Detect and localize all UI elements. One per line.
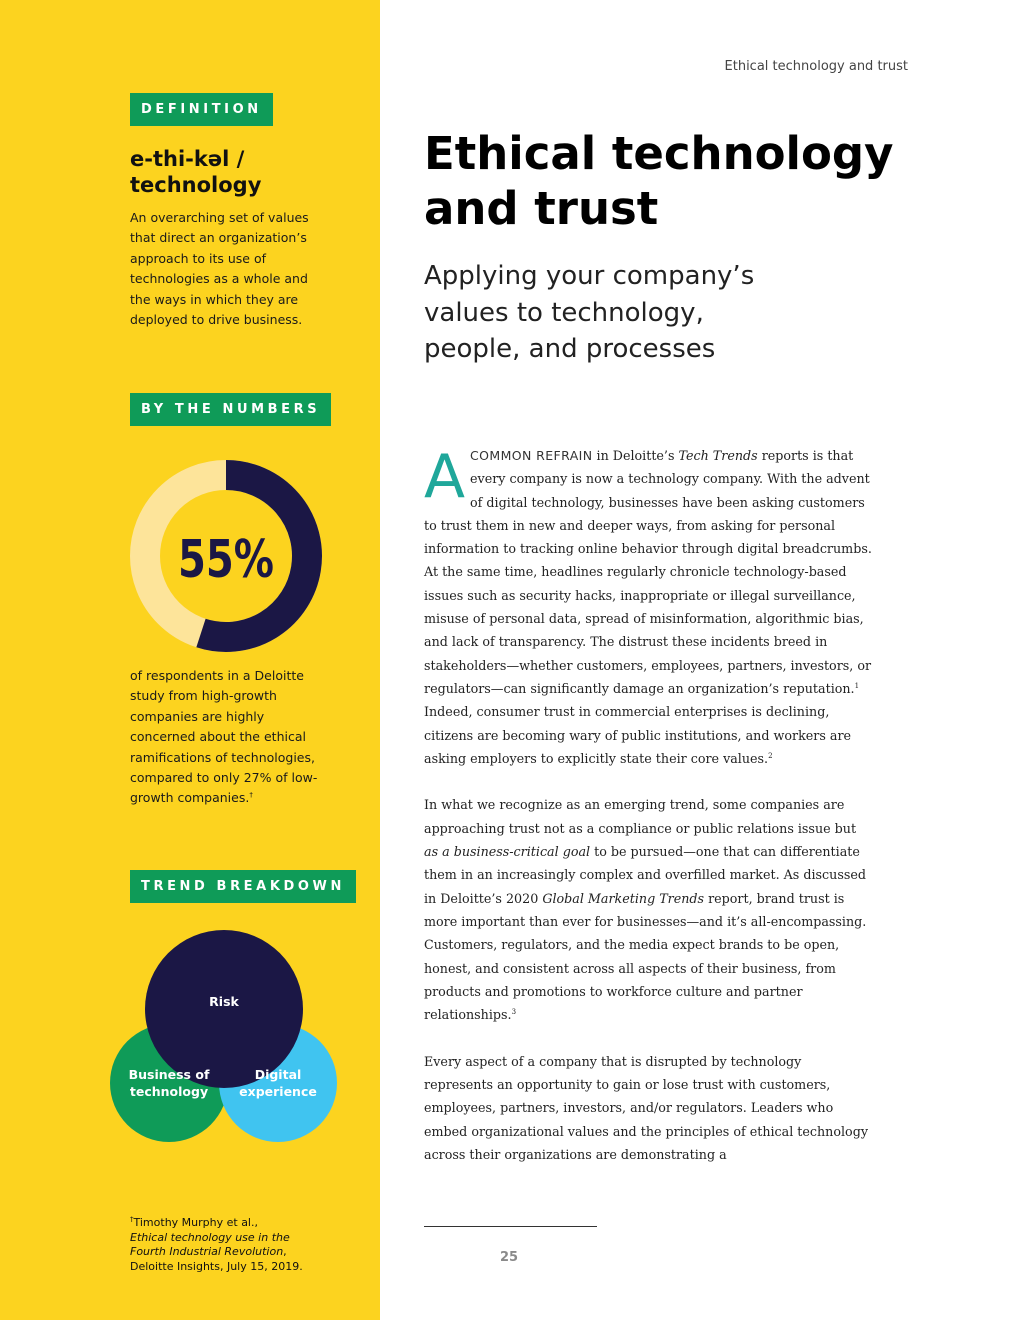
definition-term-line1: e-thi-kəl / xyxy=(130,147,245,171)
p1-text-3: Indeed, consumer trust in commercial enterprises is declining, citizens are becoming wary of public institutions, and workers are asking employers to explicitly state their core values. xyxy=(424,704,852,766)
footnote-source: Deloitte Insights, July 15, 2019. xyxy=(130,1259,303,1273)
page-subtitle-line2: values to technology, xyxy=(424,297,704,328)
sidebar-footnote xyxy=(130,1216,370,1274)
footnote-title-comma: , xyxy=(283,1245,287,1259)
sidebar-panel xyxy=(0,0,380,1320)
donut-percent-label: 55% xyxy=(178,530,274,590)
trend-breakdown-tag: TREND BREAKDOWN xyxy=(130,870,356,903)
donut-chart xyxy=(129,459,323,653)
page-title-line2: and trust xyxy=(424,182,659,235)
p2-text-2: to be pursued—one that can differentiate them in an increasingly complex and overfilled market. As discussed in Deloitte’s 2020 xyxy=(424,844,866,906)
article-paragraph-3: Every aspect of a company that is disrupted by technology represents an opportunity to gain or lose trust with customers, employees, partners, investors, and/or regulators. Leaders who embed organizational values and the principles of ethical technology across their organizations are demonstrating a xyxy=(424,1053,868,1162)
page-title-line1: Ethical technology xyxy=(424,127,894,180)
footnote-author: Timothy Murphy et al., xyxy=(133,1216,258,1229)
risk-label: Risk xyxy=(209,994,239,1009)
numbers-text-body: of respondents in a Deloitte study from high-growth companies are highly concerned about the ethical ramifications of technologies, compared to only 27% of low-growth companies. xyxy=(130,668,318,806)
article-paragraph-1 xyxy=(424,444,872,770)
trend-venn-diagram xyxy=(105,928,345,1148)
page-subtitle-line3: people, and processes xyxy=(424,334,716,364)
numbers-footnote-mark: † xyxy=(249,791,253,800)
footnote-divider xyxy=(424,1226,597,1227)
p1-emphasis-tech-trends: Tech Trends xyxy=(678,448,758,463)
digital-experience-label-line2: experience xyxy=(239,1084,317,1099)
page-subtitle-line1: Applying your company’s xyxy=(424,261,755,291)
footnote-title-line1: Ethical technology use in the xyxy=(130,1230,290,1244)
p2-emphasis-goal: as a business-critical goal xyxy=(424,844,591,860)
footnote-title-line2: Fourth Industrial Revolution xyxy=(130,1245,284,1259)
risk-circle xyxy=(145,930,303,1088)
lead-in-smallcaps: COMMON REFRAIN xyxy=(470,448,593,463)
footnote-ref-3: 3 xyxy=(511,1007,517,1016)
p2-text-3: report, brand trust is more important than ever for businesses—and it’s all-encompassing. Customers, regulators, and the media expect brands to be open, honest, and consistent across all aspects of their business, from products and promotions to workforce culture and partner relationships. xyxy=(424,890,867,1023)
p1-text-1: in Deloitte’s xyxy=(592,448,679,463)
page-title xyxy=(424,126,984,236)
running-head: Ethical technology and trust xyxy=(724,59,908,74)
article-body xyxy=(424,444,872,1190)
definition-text: An overarching set of values that direct an organization’s approach to its use of technologies as a whole and the ways in which they are deployed to drive business. xyxy=(130,210,309,328)
p2-emphasis-marketing-trends: Global Marketing Trends xyxy=(542,890,705,906)
page-number: 25 xyxy=(500,1250,519,1265)
page-subtitle xyxy=(424,258,924,368)
sidebar-footnote-mark: † xyxy=(130,1215,134,1224)
business-of-technology-label-line1: Business of xyxy=(128,1067,210,1082)
p2-text-1: In what we recognize as an emerging trend, some companies are approaching trust not as a compliance or public relations issue but xyxy=(424,797,857,836)
article-paragraph-2 xyxy=(424,793,872,1026)
footnote-ref-2: 2 xyxy=(768,751,773,760)
footnote-ref-1: 1 xyxy=(854,681,860,690)
p1-text-2: reports is that every company is now a technology company. With the advent of digital technology, businesses have been asking customers to trust them in new and deeper ways, from asking for personal information to tracking online behavior through digital breadcrumbs. At the same time, headlines regularly chronicle technology-based issues such as security hacks, inappropriate or illegal surveillance, misuse of personal data, spread of misinformation, algorithmic bias, and lack of transparency. The distrust these incidents breed in stakeholders—whether customers, employees, partners, investors, or regulators—can significantly damage an organization’s reputation. xyxy=(424,448,872,696)
numbers-text xyxy=(130,666,322,809)
digital-experience-label-line1: Digital xyxy=(254,1067,302,1082)
definition-term-line2: technology xyxy=(130,173,262,197)
by-the-numbers-tag: BY THE NUMBERS xyxy=(130,393,331,426)
business-of-technology-label-line2: technology xyxy=(129,1084,209,1099)
drop-cap: A xyxy=(424,442,466,512)
definition-term xyxy=(130,146,370,198)
definition-tag: DEFINITION xyxy=(130,93,273,126)
